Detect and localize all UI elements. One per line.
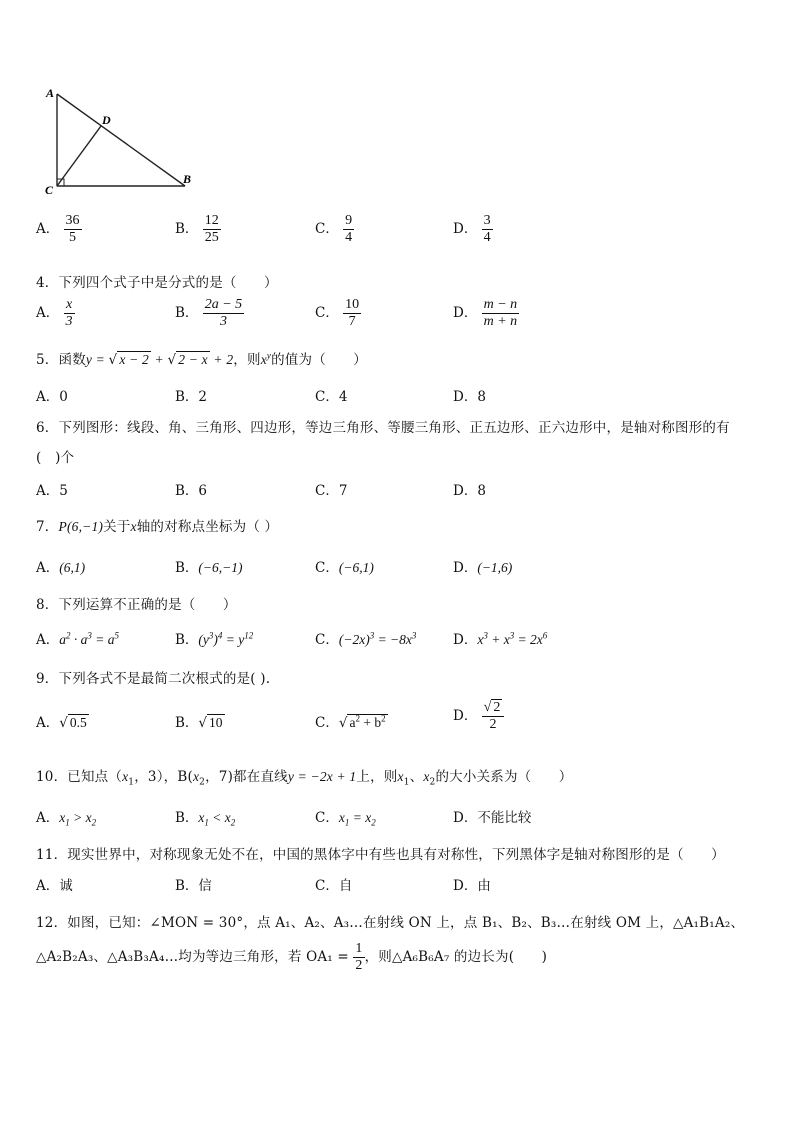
q12-stem-line2: △A₂B₂A₃、△A₃B₃A₄…均为等边三角形，若 OA₁ = $\frac{1}{2}$ ，则△A₆B₆A₇ 的边长为( ) [36,941,548,973]
q11-option-a: A．诚 [36,878,73,894]
q12-stem-line1: 12．如图，已知：∠MON = 30°，点 A₁、A₂、A₃…在射线 ON 上，点 B₁、B₂、B₃…在射线 OM 上，△A₁B₁A₂、 [36,915,745,931]
q7-option-b: B．(−6,−1) [175,560,243,576]
q5-stem: 5．函数y = √ x − 2 + √ 2 − x + 2，则$x^y$的值为（ ） [36,350,367,368]
vertex-label-d: D [102,113,111,127]
q5-option-c: C．4 [315,389,348,405]
q10-option-a: A．$x_1 > x_2$ [36,810,97,828]
q8-stem: 8．下列运算不正确的是（ ） [36,597,237,613]
q8-option-b: B．$(y^3)^4 = y^{12}$ [175,630,254,648]
q4-option-a: A． $\frac{x}{3}$ [36,297,73,329]
q3-option-d: D． $\frac{3}{4}$ [453,213,491,245]
q6-option-d: D．8 [453,483,486,499]
q9-option-d: D． $\frac{√ 2}{2}$ [453,700,504,733]
vertex-label-a: A [46,86,55,100]
q3-option-b: B． $\frac{12}{25}$ [175,213,219,245]
q7-option-d: D．(−1,6) [453,560,513,576]
q8-option-d: D．$x^3 + x^3 = 2x^6$ [453,630,548,648]
q5-option-a: A．0 [36,389,68,405]
q7-stem: 7．P(6,−1)关于x轴的对称点坐标为（ ） [36,519,279,535]
q5-option-b: B．2 [175,389,208,405]
q4-option-c: C． $\frac{10}{7}$ [315,297,360,329]
vertex-label-b: B [183,172,192,186]
segment-cd [57,126,101,186]
q9-option-b: B．√ 10 [175,715,223,731]
q11-option-d: D．由 [453,878,491,894]
q10-option-c: C．$x_1 = x_2$ [315,810,376,828]
triangle-figure [40,82,210,197]
q3-option-c: C． $\frac{9}{4}$ [315,213,353,245]
q5-option-d: D．8 [453,389,486,405]
q11-option-b: B．信 [175,878,212,894]
q9-stem: 9．下列各式不是最简二次根式的是( ). [36,671,271,687]
q4-stem: 4．下列四个式子中是分式的是（ ） [36,275,278,291]
q10-option-b: B．$x_1 < x_2$ [175,810,236,828]
q11-stem: 11．现实世界中，对称现象无处不在，中国的黑体字中有些也具有对称性，下列黑体字是轴对称图形的是（ ） [36,847,725,863]
q10-stem: 10．已知点（$x_1$，3），$B(x_2$，7)都在直线y = −2x + 1上，则$x_1$、$x_2$的大小关系为（ ） [36,769,573,788]
q9-option-c: C．√ $a^2 + b^2$ [315,713,386,731]
q6-stem-line2: ( )个 [36,450,75,466]
q8-option-c: C．$(-2x)^3 = -8x^3$ [315,630,417,648]
q7-option-a: A．(6,1) [36,560,86,576]
q3-option-a: A． $\frac{36}{5}$ [36,213,80,245]
q10-option-d: D．不能比较 [453,810,532,826]
q11-option-c: C．自 [315,878,353,894]
q6-option-c: C．7 [315,483,348,499]
q6-option-b: B．6 [175,483,208,499]
q8-option-a: A．$a^2 \cdot a^3 = a^5$ [36,630,119,648]
vertex-label-c: C [45,183,54,197]
q4-option-b: B． $\frac{2a - 5}{3}$ [175,297,243,329]
q7-option-c: C．(−6,1) [315,560,374,576]
q6-option-a: A．5 [36,483,68,499]
segment-ab [57,94,185,186]
q9-option-a: A．√ 0.5 [36,715,87,731]
q6-stem-line1: 6．下列图形：线段、角、三角形、四边形，等边三角形、等腰三角形、正五边形、正六边形中，是轴对称图形的有 [36,420,730,436]
q4-option-d: D． $\frac{m - n}{m + n}$ [453,297,518,329]
